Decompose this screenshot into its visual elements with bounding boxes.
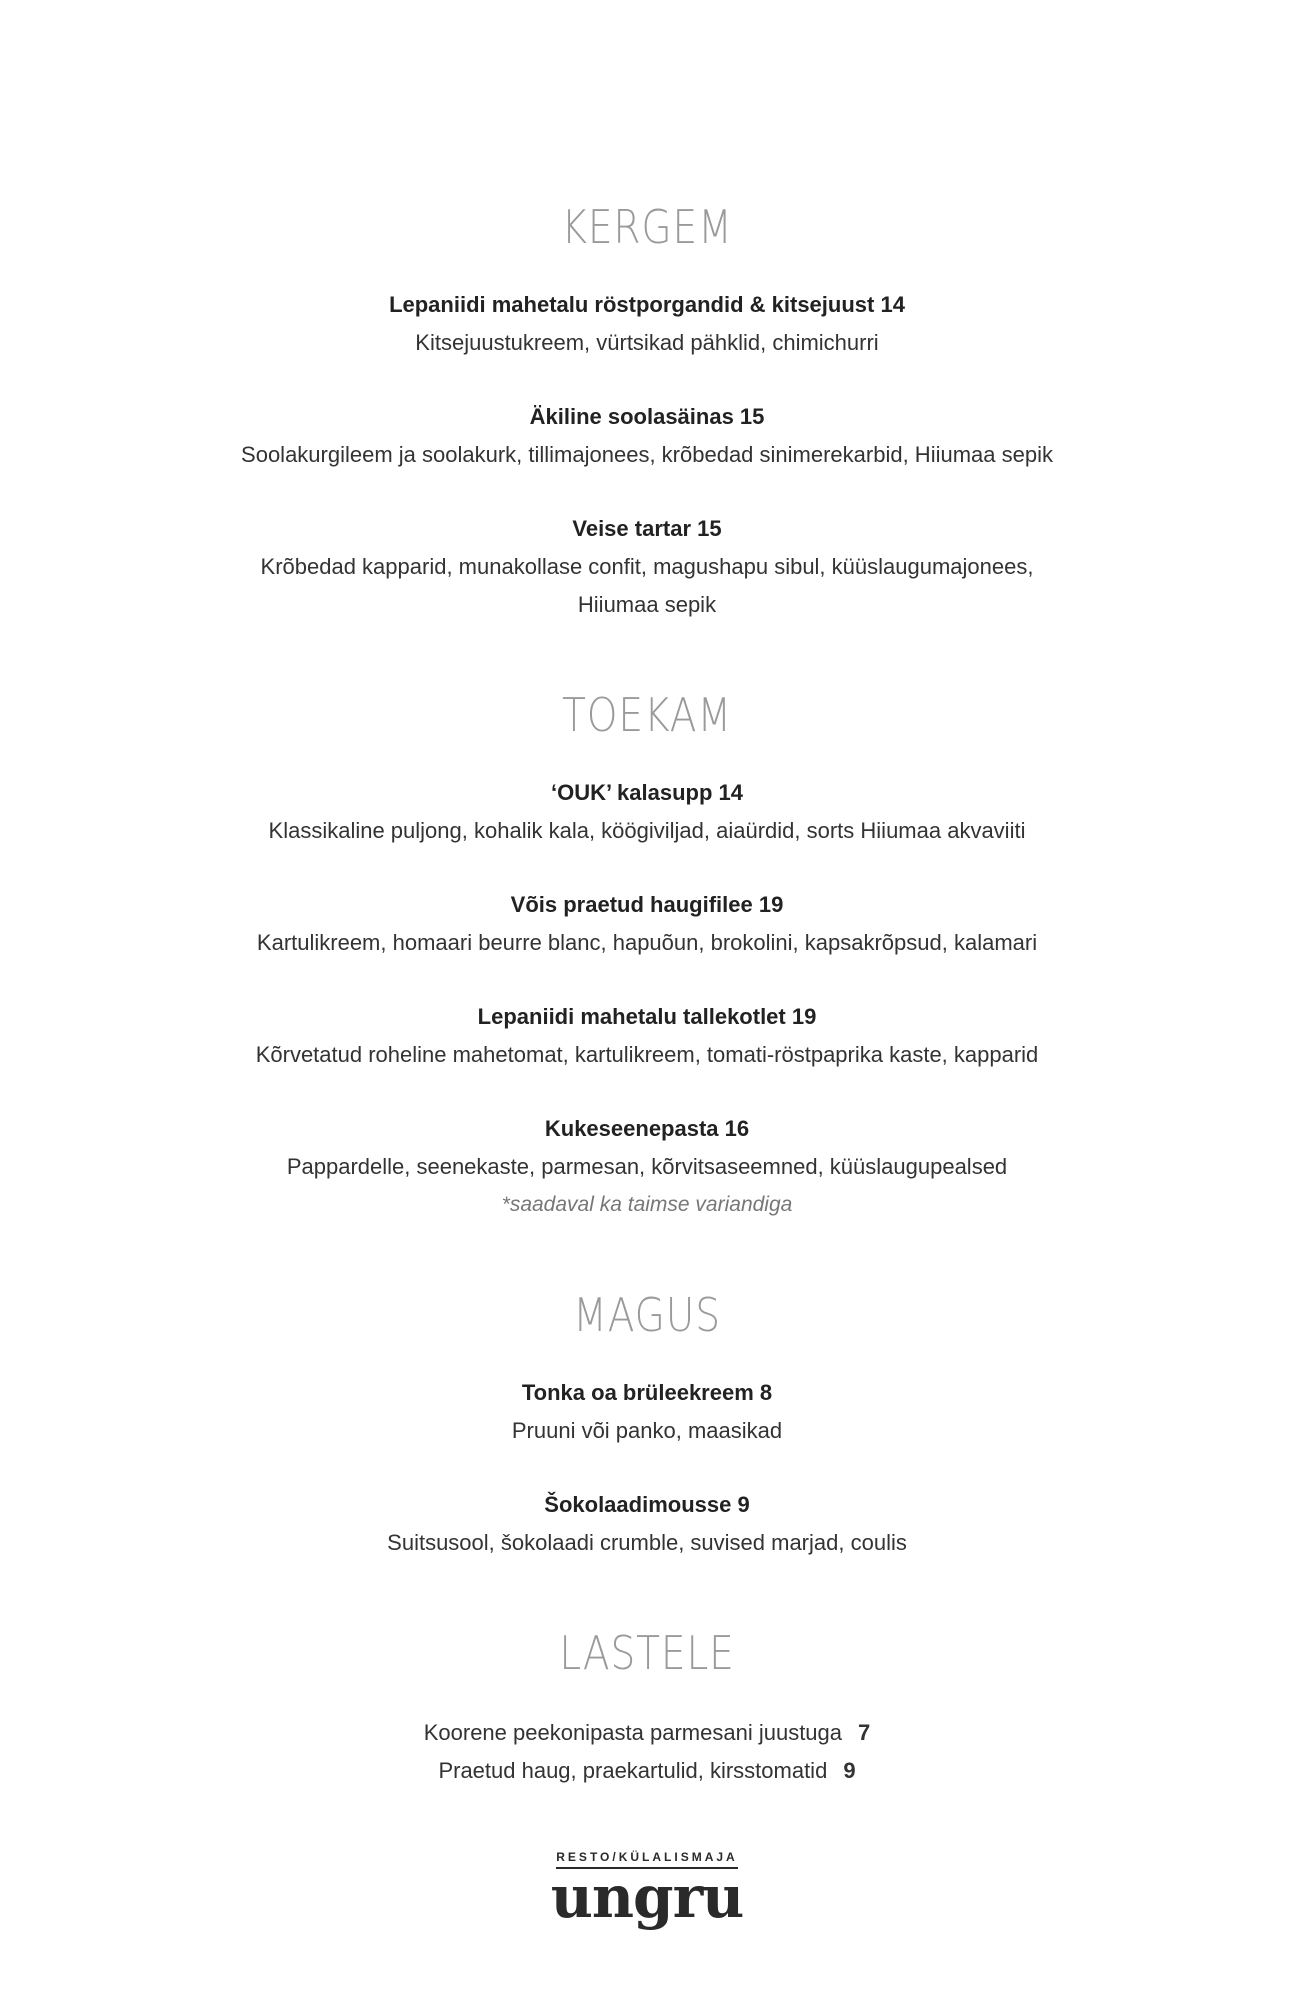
kids-item xyxy=(0,1714,1294,1752)
kids-item-name: Praetud haug, praekartulid, kirsstomatid xyxy=(438,1758,828,1783)
menu-item xyxy=(0,1374,1294,1450)
menu-item xyxy=(0,1486,1294,1562)
menu-item xyxy=(0,1110,1294,1224)
section-toekam xyxy=(0,687,1294,1224)
item-title: Lepaniidi mahetalu tallekotlet 19 xyxy=(477,1004,817,1029)
item-title: Kukeseenepasta 16 xyxy=(544,1116,750,1141)
item-title: ‘OUK’ kalasupp 14 xyxy=(551,780,743,805)
item-title: Võis praetud haugifilee 19 xyxy=(510,892,784,917)
item-desc: Pappardelle, seenekaste, parmesan, kõrvitsaseemned, küüslaugupealsed xyxy=(286,1154,1008,1179)
section-lastele xyxy=(0,1625,1294,1790)
ungru-logo xyxy=(0,1848,1294,1931)
item-note: *saadaval ka taimse variandiga xyxy=(501,1193,793,1216)
section-heading: KERGEM xyxy=(561,200,733,254)
section-kergem xyxy=(0,199,1294,624)
menu-item xyxy=(0,510,1294,624)
kids-item-name: Koorene peekonipasta parmesani juustuga xyxy=(423,1720,843,1745)
menu-item xyxy=(0,998,1294,1074)
item-desc: Hiiumaa sepik xyxy=(577,592,717,617)
item-title: Tonka oa brüleekreem 8 xyxy=(521,1380,773,1405)
section-magus xyxy=(0,1287,1294,1562)
menu-item xyxy=(0,286,1294,362)
kids-item-price: 9 xyxy=(843,1758,856,1783)
kids-item xyxy=(0,1752,1294,1790)
item-title: Veise tartar 15 xyxy=(572,516,722,541)
item-desc: Kitsejuustukreem, vürtsikad pähklid, chimichurri xyxy=(415,330,879,355)
item-desc: Pruuni või panko, maasikad xyxy=(511,1418,783,1443)
item-desc: Kartulikreem, homaari beurre blanc, hapuõun, brokolini, kapsakrõpsud, kalamari xyxy=(256,930,1038,955)
menu-item xyxy=(0,398,1294,474)
item-desc: Suitsusool, šokolaadi crumble, suvised marjad, coulis xyxy=(387,1530,907,1555)
menu-item xyxy=(0,774,1294,850)
item-title: Äkiline soolasäinas 15 xyxy=(529,404,765,429)
section-heading: TOEKAM xyxy=(562,688,732,742)
item-title: Šokolaadimousse 9 xyxy=(544,1492,750,1517)
item-desc: Klassikaline puljong, kohalik kala, köögiviljad, aiaürdid, sorts Hiiumaa akvaviiti xyxy=(268,818,1026,843)
section-heading: LASTELE xyxy=(559,1626,735,1680)
item-title: Lepaniidi mahetalu röstporgandid & kitsejuust 14 xyxy=(389,292,905,317)
menu xyxy=(0,199,1294,1790)
item-desc: Soolakurgileem ja soolakurk, tillimajonees, krõbedad sinimerekarbid, Hiiumaa sepik xyxy=(241,442,1053,467)
kids-item-price: 7 xyxy=(858,1720,871,1745)
item-desc: Krõbedad kapparid, munakollase confit, magushapu sibul, küüslaugumajonees, xyxy=(260,554,1034,579)
section-heading: MAGUS xyxy=(573,1288,721,1342)
logo-subtitle: RESTO/KÜLALISMAJA xyxy=(556,1850,737,1869)
logo-name: ungru xyxy=(550,1863,744,1931)
menu-item xyxy=(0,886,1294,962)
item-desc: Kõrvetatud roheline mahetomat, kartulikreem, tomati-röstpaprika kaste, kapparid xyxy=(255,1042,1039,1067)
